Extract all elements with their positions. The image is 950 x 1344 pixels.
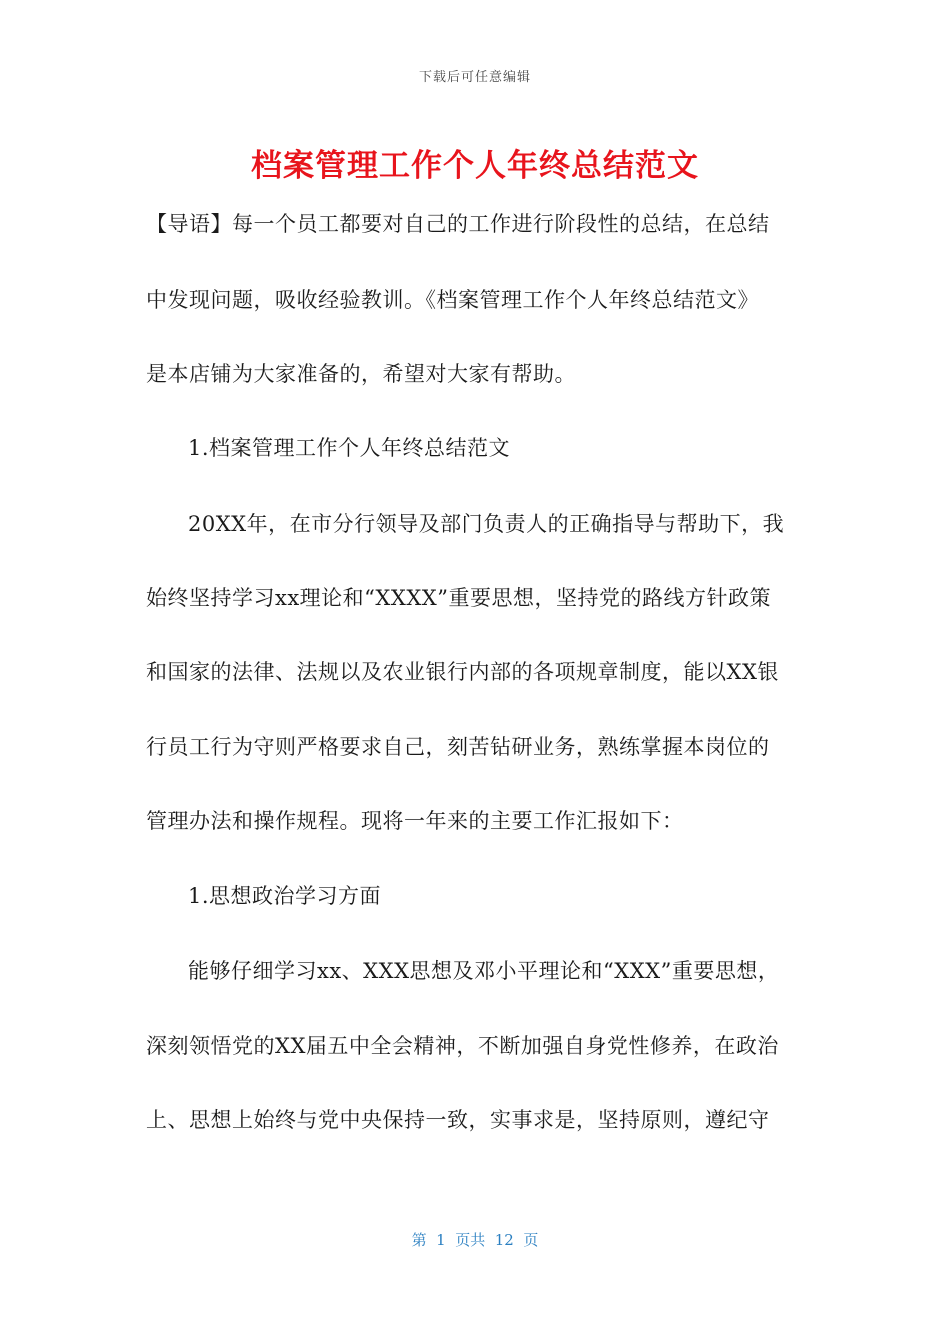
page-footer: 第 1 页共 12 页 [411, 1231, 539, 1249]
paragraph-line: 中发现问题，吸收经验教训。《档案管理工作个人年终总结范文》 [146, 288, 759, 312]
paragraph-line: 管理办法和操作规程。现将一年来的主要工作汇报如下： [146, 809, 684, 833]
paragraph-line: 行员工行为守则严格要求自己，刻苦钻研业务，熟练掌握本岗位的 [146, 735, 770, 759]
paragraph-line: 20XX年，在市分行领导及部门负责人的正确指导与帮助下，我 [188, 512, 785, 536]
paragraph-line: 上、思想上始终与党中央保持一致，实事求是，坚持原则，遵纪守 [146, 1108, 770, 1132]
paragraph-line: 深刻领悟党的XX届五中全会精神，不断加强自身党性修养，在政治 [146, 1034, 779, 1058]
header-note: 下载后可任意编辑 [418, 70, 531, 85]
paragraph-line: 【导语】每一个员工都要对自己的工作进行阶段性的总结，在总结 [146, 212, 770, 236]
section-heading: 1.档案管理工作个人年终总结范文 [188, 436, 511, 460]
paragraph-line: 始终坚持学习xx理论和“XXXX”重要思想，坚持党的路线方针政策 [146, 586, 771, 610]
paragraph-line: 能够仔细学习xx、XXX思想及邓小平理论和“XXX”重要思想， [188, 959, 780, 983]
paragraph-line: 和国家的法律、法规以及农业银行内部的各项规章制度，能以XX银 [146, 660, 779, 684]
paragraph-line: 是本店铺为大家准备的，希望对大家有帮助。 [146, 362, 576, 386]
section-heading: 1.思想政治学习方面 [188, 884, 382, 908]
document-title: 档案管理工作个人年终总结范文 [251, 148, 699, 184]
